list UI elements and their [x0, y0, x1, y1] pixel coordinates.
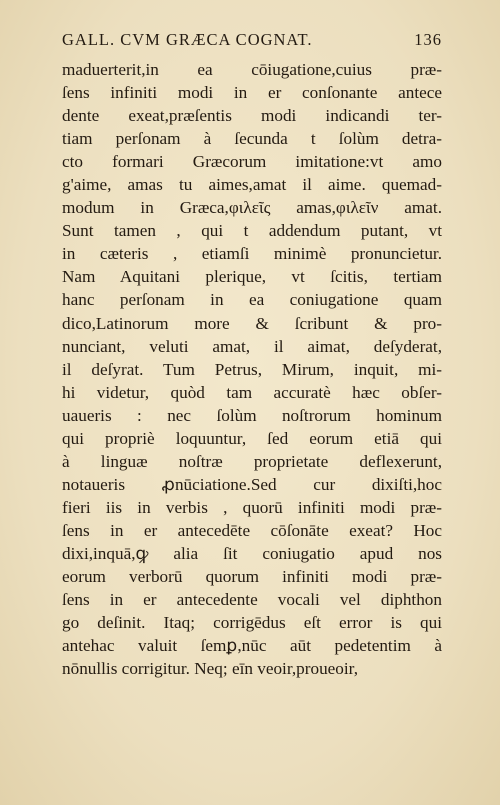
text-line: go deſinit. Itaq; corrigēdus eſt error is qui — [62, 613, 442, 633]
page-number: 136 — [414, 30, 442, 49]
text-line: hi videtur, quòd tam accuratè hæc obſer- — [62, 382, 442, 402]
text-line: ſens in er antecedente vocali vel diphthon — [62, 590, 442, 610]
text-line: maduerterit,in ea cōiugatione,cuius præ- — [62, 60, 442, 79]
text-line: antehac valuit ſemꝑ,nūc aūt pedetentim à — [62, 636, 442, 656]
text-line: Sunt tamen , qui t addendum putant, vt — [62, 221, 442, 241]
text-line: in cæteris , etiamſi minimè pronuncietur. — [62, 244, 442, 264]
page-header — [62, 30, 442, 56]
text-line: uaueris : nec ſolùm noſtrorum hominum — [62, 405, 442, 425]
text-line: ſens infiniti modi in er conſonante antece — [62, 83, 442, 103]
running-title: GALL. CVM GRÆCA COGNAT. — [62, 30, 313, 49]
text-line: qui propriè loquuntur, ſed eorum etiā qui — [62, 428, 442, 448]
text-line: dente exeat,præſentis modi indicandi ter- — [62, 106, 442, 126]
text-line: tiam perſonam à ſecunda t ſolùm detra- — [62, 129, 442, 149]
text-line: dixi,inquā,ꝙ alia ſit coniugatio apud nos — [62, 543, 442, 563]
text-line: ſens in er antecedēte cōſonāte exeat? Hoc — [62, 520, 442, 540]
text-line: fieri iis in verbis , quorū infiniti modi præ- — [62, 497, 442, 517]
body-text — [62, 58, 442, 680]
text-line: notaueris ꝓnūciatione.Sed cur dixiſti,hoc — [62, 474, 442, 494]
text-line: à linguæ noſtræ proprietate deflexerunt, — [62, 451, 442, 471]
text-line: nōnullis corrigitur. Neq; eīn veoir,proueoir, — [62, 659, 358, 679]
text-line: cto formari Græcorum imitatione:vt amo — [62, 152, 442, 172]
text-line: nunciant, veluti amat, il aimat, deſyderat, — [62, 336, 442, 356]
text-line: hanc perſonam in ea coniugatione quam — [62, 290, 442, 310]
text-line: eorum verborū quorum infiniti modi præ- — [62, 567, 442, 587]
text-line: modum in Græca,φιλεῖς amas,φιλεῖν amat. — [62, 198, 442, 218]
text-line: Nam Aquitani plerique, vt ſcitis, tertiam — [62, 267, 442, 287]
text-line: g'aime, amas tu aimes,amat il aime. quemad- — [62, 175, 442, 195]
text-line: il deſyrat. Tum Petrus, Mirum, inquit, mi- — [62, 359, 442, 379]
text-line: dico,Latinorum more & ſcribunt & pro- — [62, 313, 442, 333]
